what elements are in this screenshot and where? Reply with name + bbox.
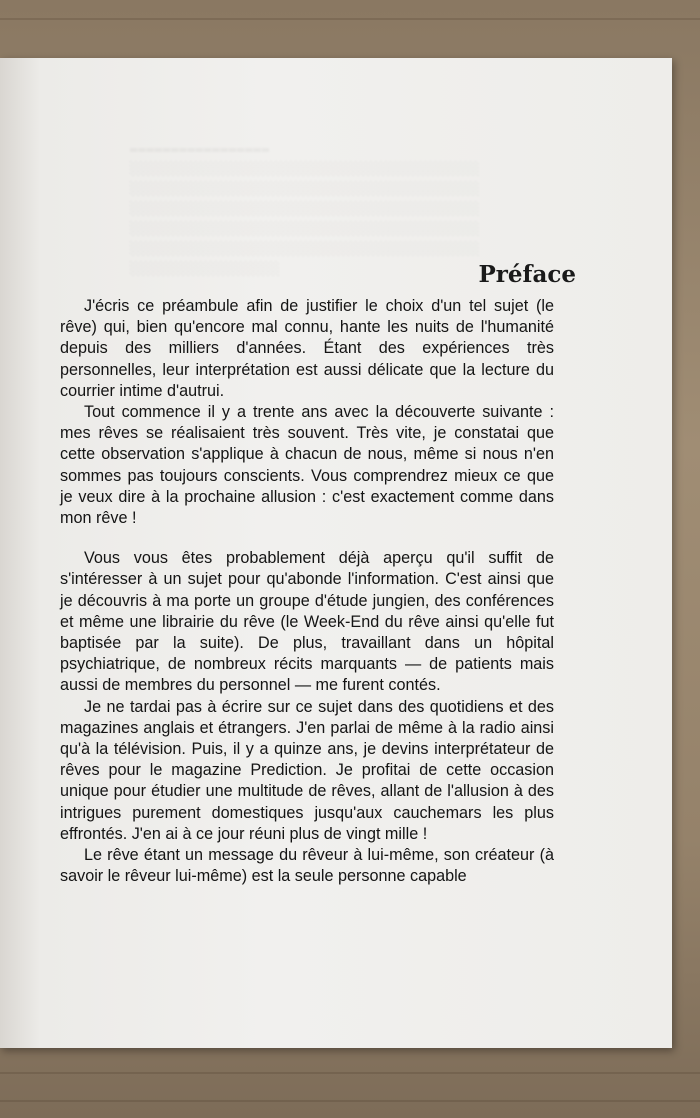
- paragraph: Vous vous êtes probablement déjà aperçu qu'il suffit de s'intéresser à un sujet pour qu'abonde l'information. C'est ainsi que je découvris à ma porte un groupe d'étude jungien, des conférences et même une librairie du rêve (le Week-End du rêve ainsi qu'elle fut baptisée par la suite). De plus, travaillant dans un hôpital psychiatrique, de nombreux récits marquants — de patients mais aussi de membres du personnel — me furent contés.: [60, 549, 554, 695]
- wood-grain: [0, 1100, 700, 1102]
- show-through-text: ═════════════════ ░░░░░░░░░░░░░░░░░░░░░░░░░░░░░░░░░░░ ░░░░░░░░░░░░░░░░░░░░░░░░░░░░░░░░░░░ ░░░░░░░░░░░░░░░░░░░░░░░░░░░░░░░░░░░ ░░░░░░░░░░░░░░░░░░░░░░░░░░░░░░░░░░░ ░░░░░░░░░░░░░░░░░░░░░░░░░░░░░░░░░░░ ░░░░░░░░░░░░░░░: [130, 143, 480, 277]
- paragraph: Le rêve étant un message du rêveur à lui-même, son créateur (à savoir le rêveur lui-même) est la seule personne capable: [60, 846, 554, 886]
- wood-grain: [0, 18, 700, 20]
- paragraph: Tout commence il y a trente ans avec la découverte suivante : mes rêves se réalisaient très souvent. Très vite, je constatai que cette observation s'applique à chacun de nous, même si nous n'en sommes pas toujours conscients. Vous comprendrez mieux ce que je veux dire à la prochaine allusion : c'est exactement comme dans mon rêve !: [60, 403, 554, 528]
- wood-grain: [0, 1072, 700, 1074]
- paragraph: J'écris ce préambule afin de justifier le choix d'un tel sujet (le rêve) qui, bien qu'encore mal connu, hante les nuits de l'humanité depuis des milliers d'années. Étant des expériences très personnelles, leur interprétation est aussi délicate que la lecture du courrier intime d'autrui.: [60, 297, 554, 400]
- page-title: Préface: [478, 261, 576, 289]
- paragraph: Je ne tardai pas à écrire sur ce sujet dans des quotidiens et des magazines anglais et étrangers. J'en parlai de même à la radio ainsi qu'à la télévision. Puis, il y a quinze ans, je devins interprétateur de rêves pour le magazine Prediction. Je profitai de cette occasion unique pour étudier une multitude de rêves, allant de l'allusion à des intrigues purement domestiques jusqu'aux cauchemars les plus effrontés. J'en ai à ce jour réuni plus de vingt mille !: [60, 697, 554, 843]
- preface-body: [60, 296, 554, 887]
